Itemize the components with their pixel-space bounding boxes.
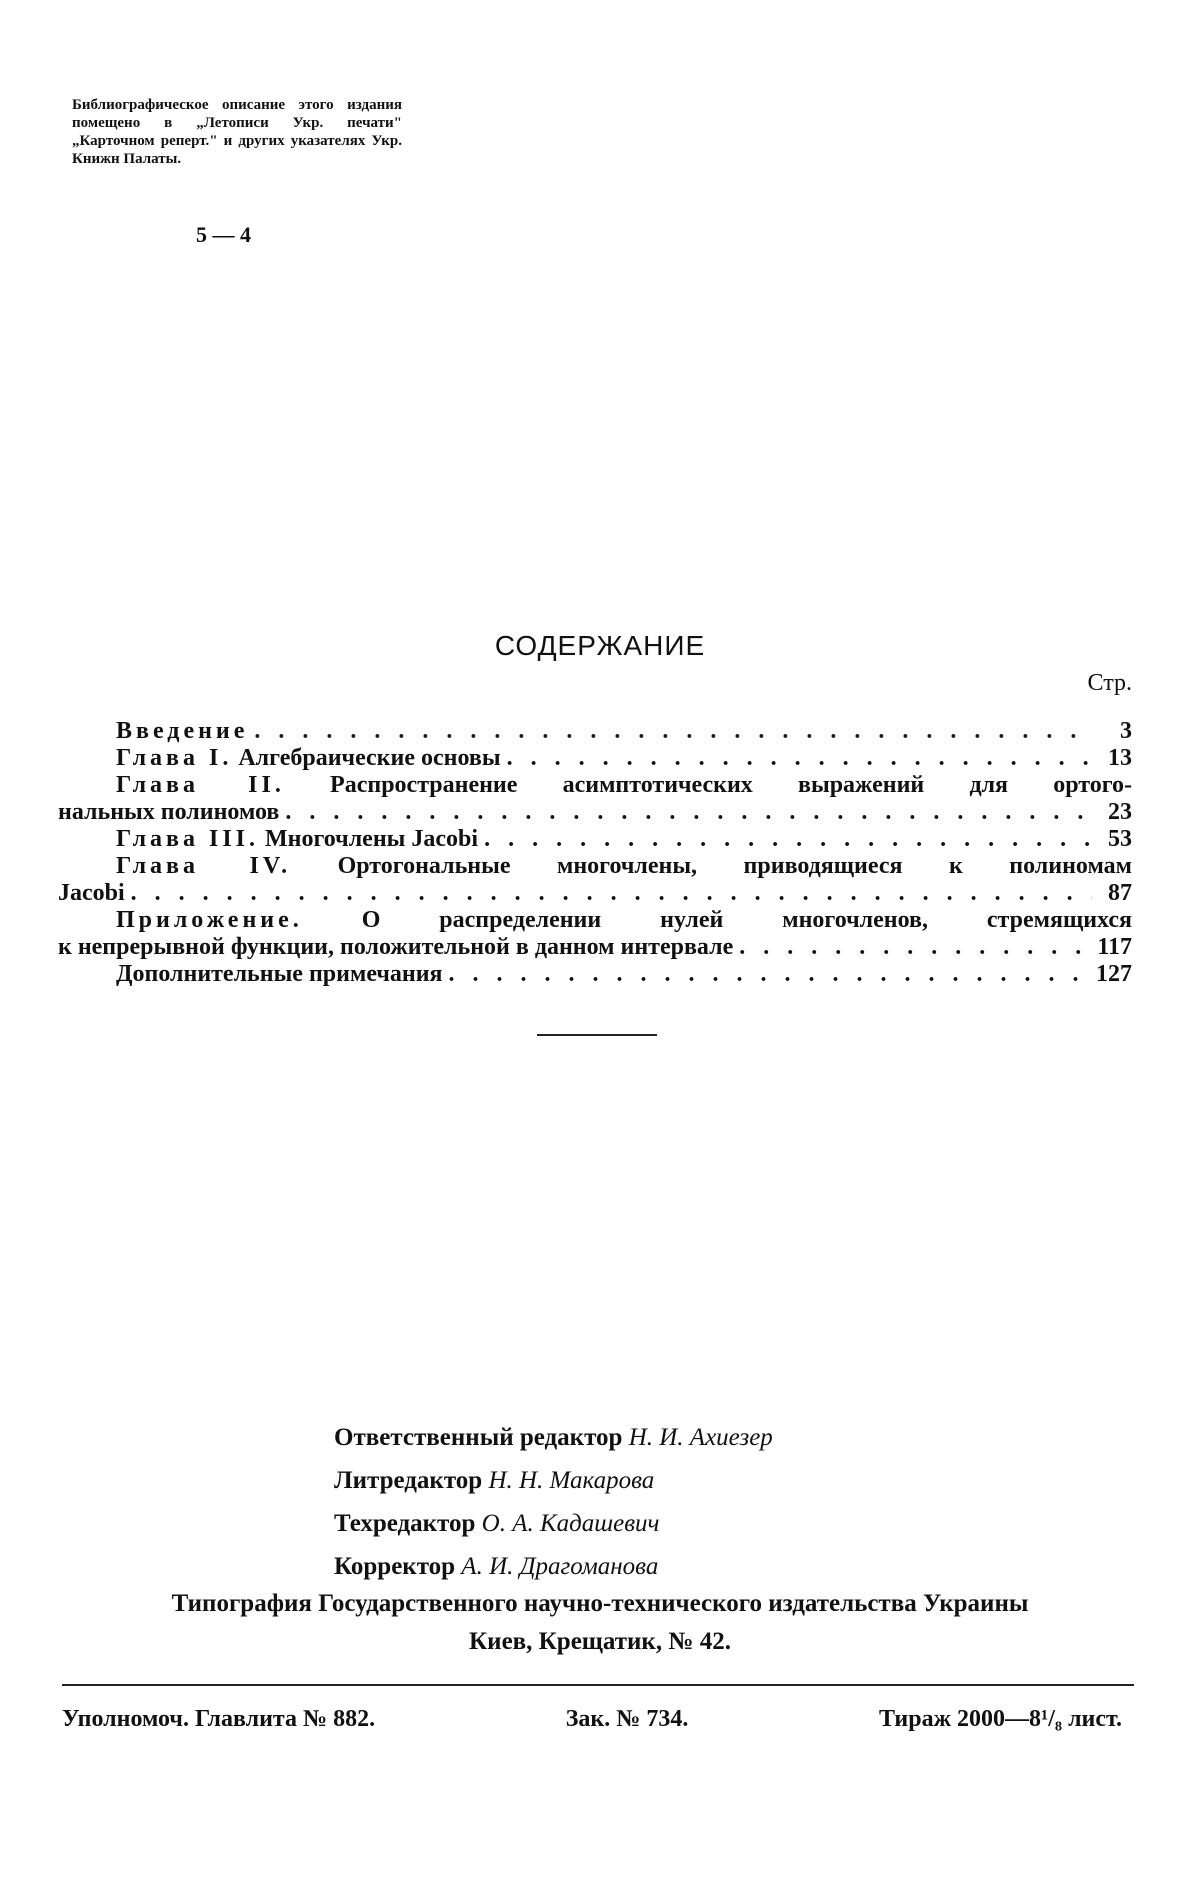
section-divider [537, 1034, 657, 1036]
toc-entry-page: 127 [1096, 961, 1132, 987]
toc-entry-chapter-1[interactable] [58, 745, 1132, 772]
toc-entry-title: Многочлены Jacobi [265, 826, 479, 852]
toc-entry-label: Глава III. [116, 826, 260, 852]
toc-entry-label: Введение [116, 718, 249, 744]
toc-entry-chapter-4-cont[interactable] [58, 880, 1132, 907]
staff-role: Литредактор [334, 1467, 483, 1494]
circulation: Тираж 2000—8¹/₈ лист. [879, 1706, 1122, 1732]
order-number: Зак. № 734. [565, 1706, 689, 1732]
toc-entry-chapter-4[interactable] [58, 853, 1132, 880]
toc-entry-title: О распределении нулей многочленов, стремящихся [361, 907, 1132, 933]
toc-entry-label: Приложение. [116, 907, 303, 933]
toc-entry-page: 53 [1108, 826, 1132, 852]
printer-name: Типография Государственного научно-технического издательства Украины [171, 1590, 1029, 1617]
toc-entry-continuation: к непрерывной функции, положительной в данном интервале [58, 934, 734, 960]
staff-line [334, 1502, 773, 1545]
staff-role: Ответственный редактор [334, 1424, 623, 1451]
toc-entry-appendix[interactable] [58, 907, 1132, 934]
toc-entry-continuation: нальных полиномов [58, 799, 280, 825]
staff-role: Корректор [334, 1553, 456, 1580]
toc-entry-introduction[interactable] [58, 718, 1132, 745]
staff-role: Техредактор [334, 1510, 476, 1537]
toc-entry-page: 3 [1120, 718, 1132, 744]
toc-entry-label: Глава II. [116, 772, 285, 798]
toc-entry-appendix-cont[interactable] [58, 934, 1132, 961]
toc-entry-chapter-2[interactable] [58, 772, 1132, 799]
staff-line [334, 1545, 773, 1588]
toc-entry-chapter-2-cont[interactable] [58, 799, 1132, 826]
toc-entry-title: Ортогональные многочлены, приводящиеся к полиномам [337, 853, 1133, 879]
editorial-staff [334, 1416, 773, 1588]
authorization-number: Уполномоч. Главлита № 882. [62, 1706, 376, 1732]
toc-entry-title: Дополнительные примечания [116, 961, 443, 987]
toc-entry-title: Распространение асимптотических выражений для ортого- [330, 772, 1133, 798]
toc-title: СОДЕРЖАНИЕ [494, 630, 706, 661]
toc-page-header: Стр. [1087, 670, 1132, 696]
toc-entry-continuation: Jacobi [58, 880, 125, 906]
imprint-footer [62, 1706, 1122, 1733]
table-of-contents [58, 718, 1132, 988]
staff-line [334, 1416, 773, 1459]
toc-entry-title: Алгебраические основы [238, 745, 501, 771]
footer-rule [62, 1684, 1134, 1686]
toc-entry-chapter-3[interactable] [58, 826, 1132, 853]
toc-entry-page: 23 [1108, 799, 1132, 825]
toc-entry-page: 13 [1108, 745, 1132, 771]
printer-info [0, 1585, 1200, 1661]
toc-entry-page: 117 [1097, 934, 1132, 960]
printer-address: Киев, Крещатик, № 42. [469, 1628, 731, 1655]
toc-entry-page: 87 [1108, 880, 1132, 906]
staff-line [334, 1459, 773, 1502]
staff-name: Н. И. Ахиезер [628, 1424, 773, 1451]
bibliographic-note: Библиографическое описание этого издания помещено в „Летописи Укр. печати" „Карточном реперт." и других указателях Укр. Книжн Палаты. [72, 97, 402, 167]
toc-entry-label: Глава I. [116, 745, 233, 771]
staff-name: О. А. Кадашевич [481, 1510, 660, 1537]
toc-entry-label: Глава IV. [116, 853, 292, 879]
staff-name: Н. Н. Макарова [488, 1467, 655, 1494]
toc-entry-notes[interactable] [58, 961, 1132, 988]
bibliographic-code: 5 — 4 [196, 222, 251, 247]
staff-name: А. И. Драгоманова [461, 1553, 659, 1580]
